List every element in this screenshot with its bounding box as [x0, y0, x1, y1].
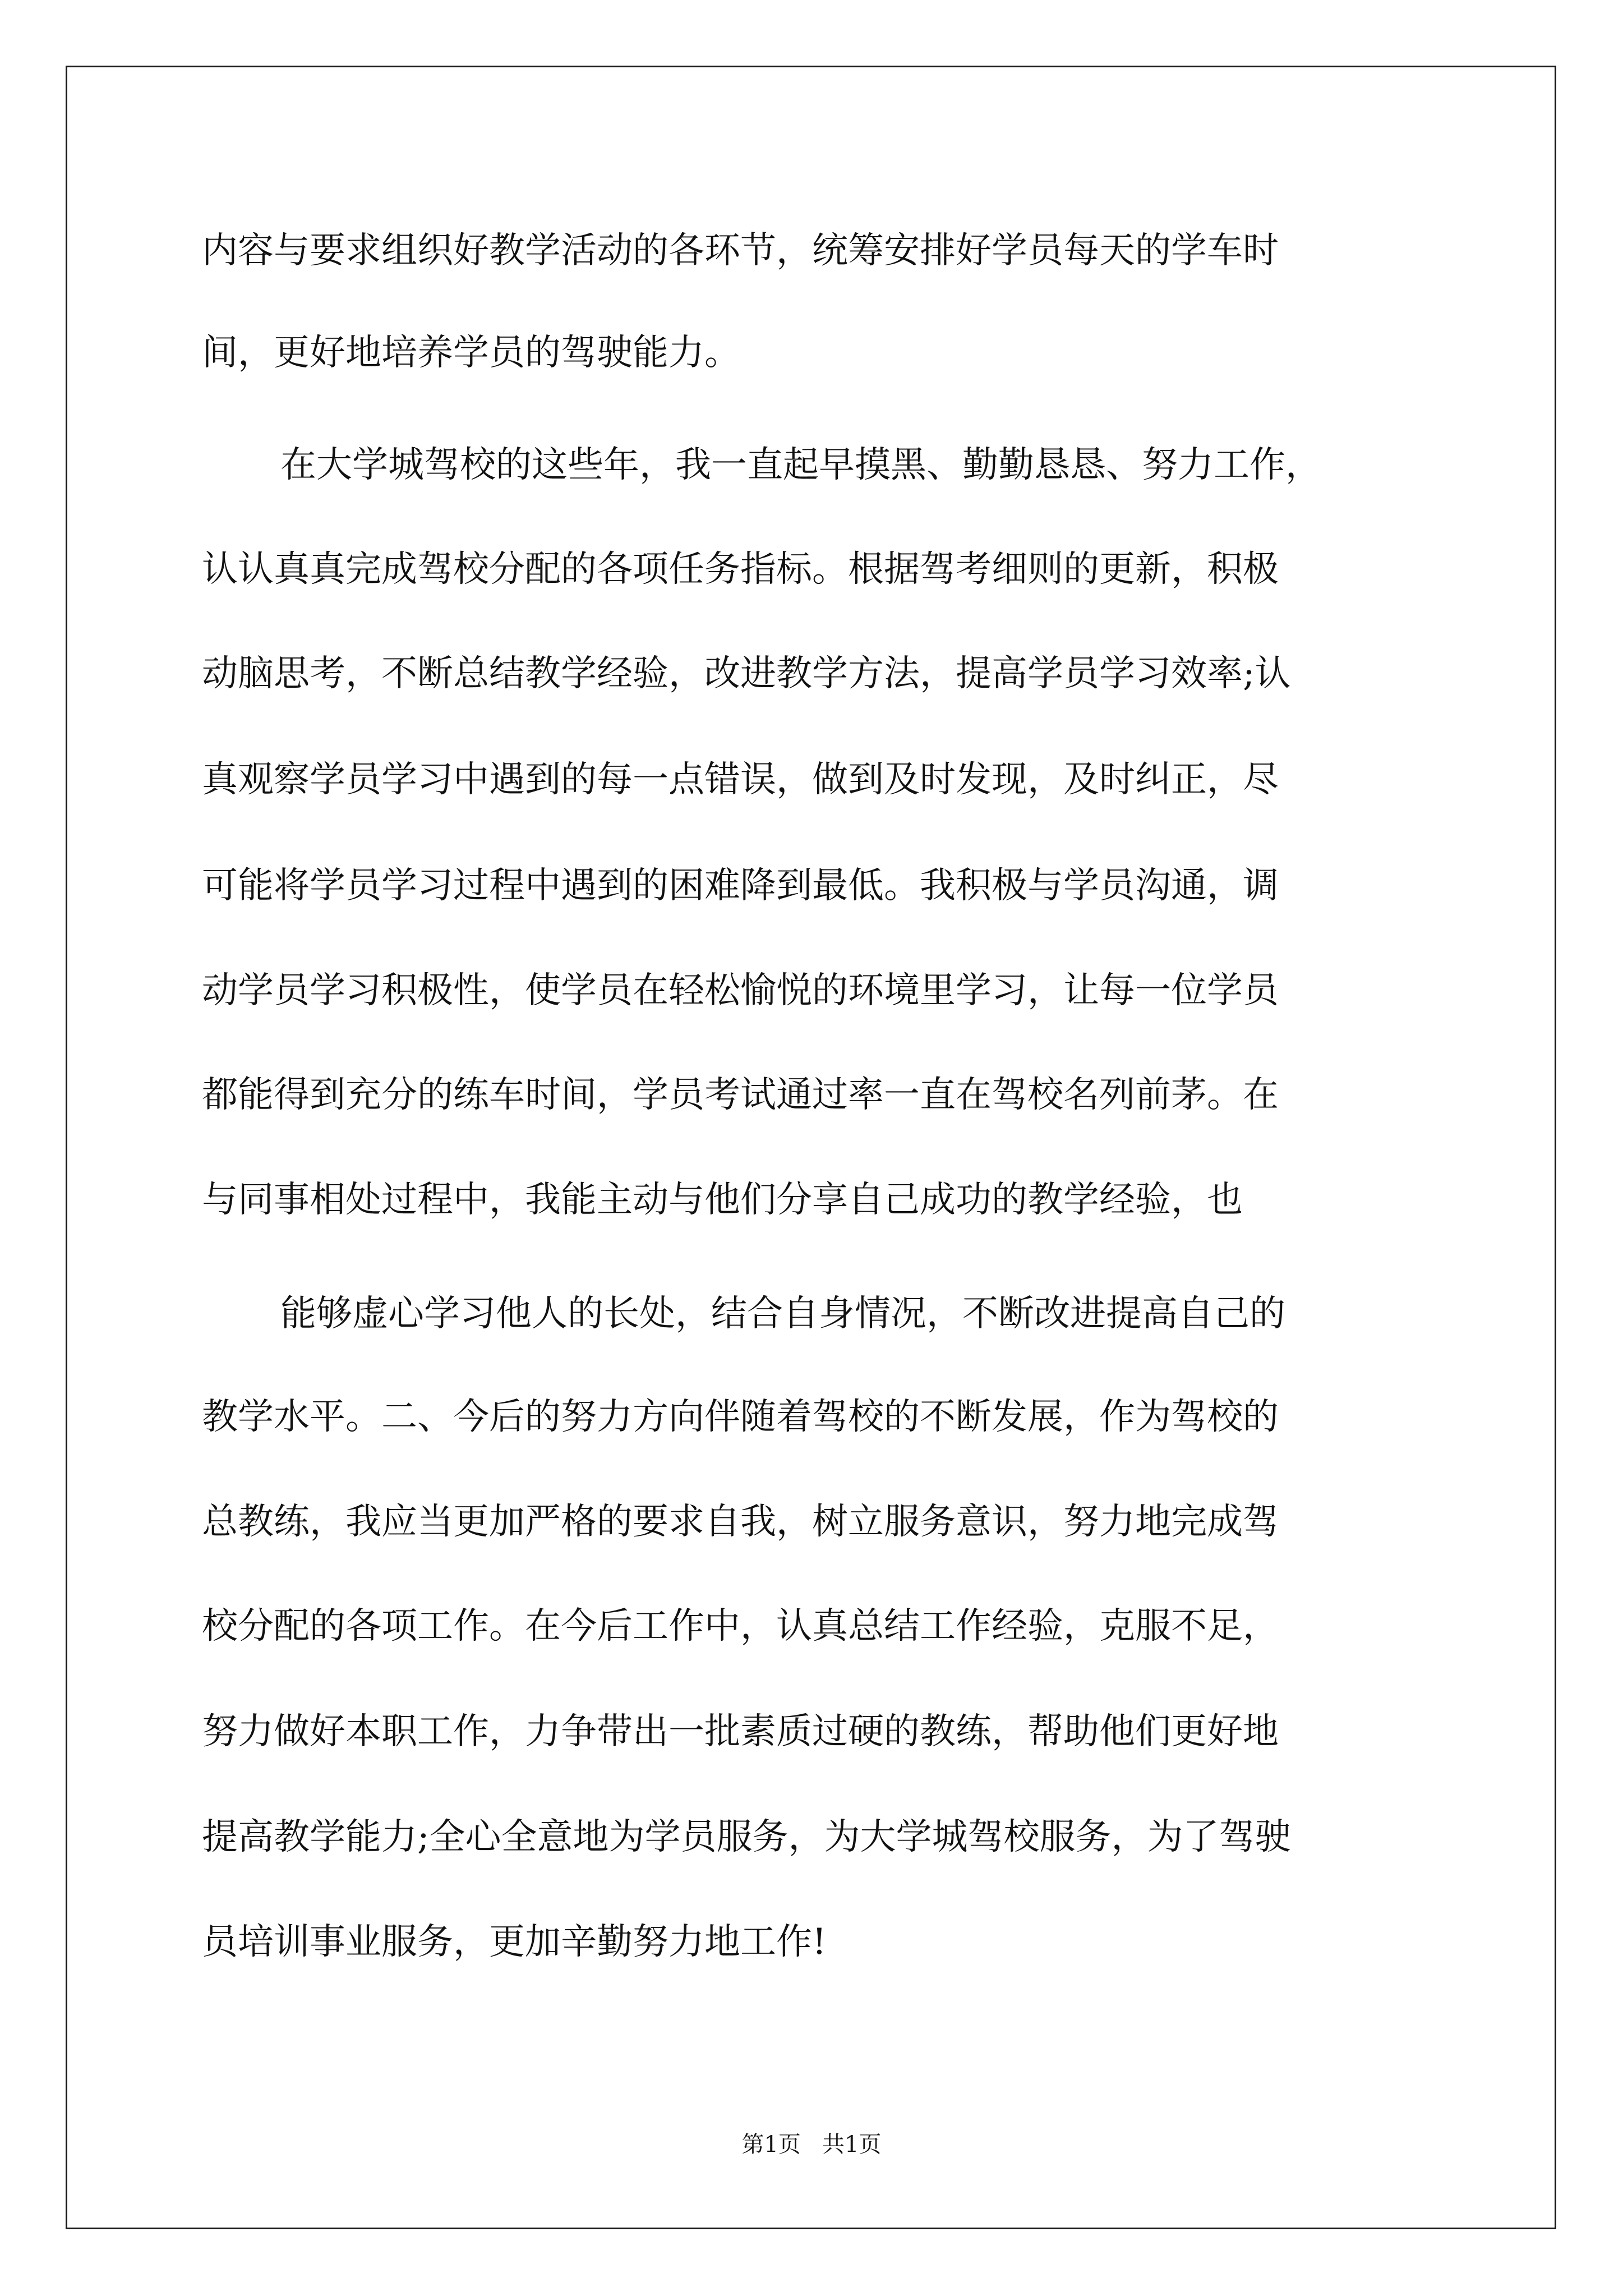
- body-text-line: 努力做好本职工作，力争带出一批素质过硬的教练，帮助他们更好地: [202, 1711, 1279, 1752]
- body-text-line: 真观察学员学习中遇到的每一点错误，做到及时发现，及时纠正，尽: [202, 759, 1279, 800]
- page-border: [66, 66, 1556, 2229]
- body-text-line: 内容与要求组织好教学活动的各环节，统筹安排好学员每天的学车时: [202, 230, 1279, 272]
- page-number-footer: 第1页 共1页: [741, 2132, 882, 2157]
- body-text-line: 校分配的各项工作。在今后工作中，认真总结工作经验，克服不足，: [202, 1605, 1279, 1647]
- body-text-line: 员培训事业服务，更加辛勤努力地工作!: [202, 1921, 827, 1963]
- body-text-line: 认认真真完成驾校分配的各项任务指标。根据驾考细则的更新，积极: [202, 549, 1279, 590]
- body-text-line: 都能得到充分的练车时间，学员考试通过率一直在驾校名列前茅。在: [202, 1074, 1279, 1116]
- body-text-line: 间，更好地培养学员的驾驶能力。: [202, 332, 740, 374]
- body-text-line: 总教练，我应当更加严格的要求自我，树立服务意识，努力地完成驾: [202, 1501, 1279, 1543]
- body-text-line: 动脑思考，不断总结教学经验，改进教学方法，提高学员学习效率;认: [202, 653, 1291, 694]
- body-text-line: 教学水平。二、今后的努力方向伴随着驾校的不断发展，作为驾校的: [202, 1396, 1279, 1438]
- body-text-line: 提高教学能力;全心全意地为学员服务，为大学城驾校服务，为了驾驶: [202, 1816, 1291, 1858]
- paragraph-first-line: 在大学城驾校的这些年，我一直起早摸黑、勤勤恳恳、努力工作，: [280, 444, 1321, 486]
- body-text-line: 动学员学习积极性，使学员在轻松愉悦的环境里学习，让每一位学员: [202, 970, 1279, 1011]
- paragraph-first-line: 能够虚心学习他人的长处，结合自身情况，不断改进提高自己的: [280, 1293, 1285, 1335]
- body-text-line: 可能将学员学习过程中遇到的困难降到最低。我积极与学员沟通，调: [202, 865, 1279, 907]
- body-text-line: 与同事相处过程中，我能主动与他们分享自己成功的教学经验，也: [202, 1179, 1243, 1221]
